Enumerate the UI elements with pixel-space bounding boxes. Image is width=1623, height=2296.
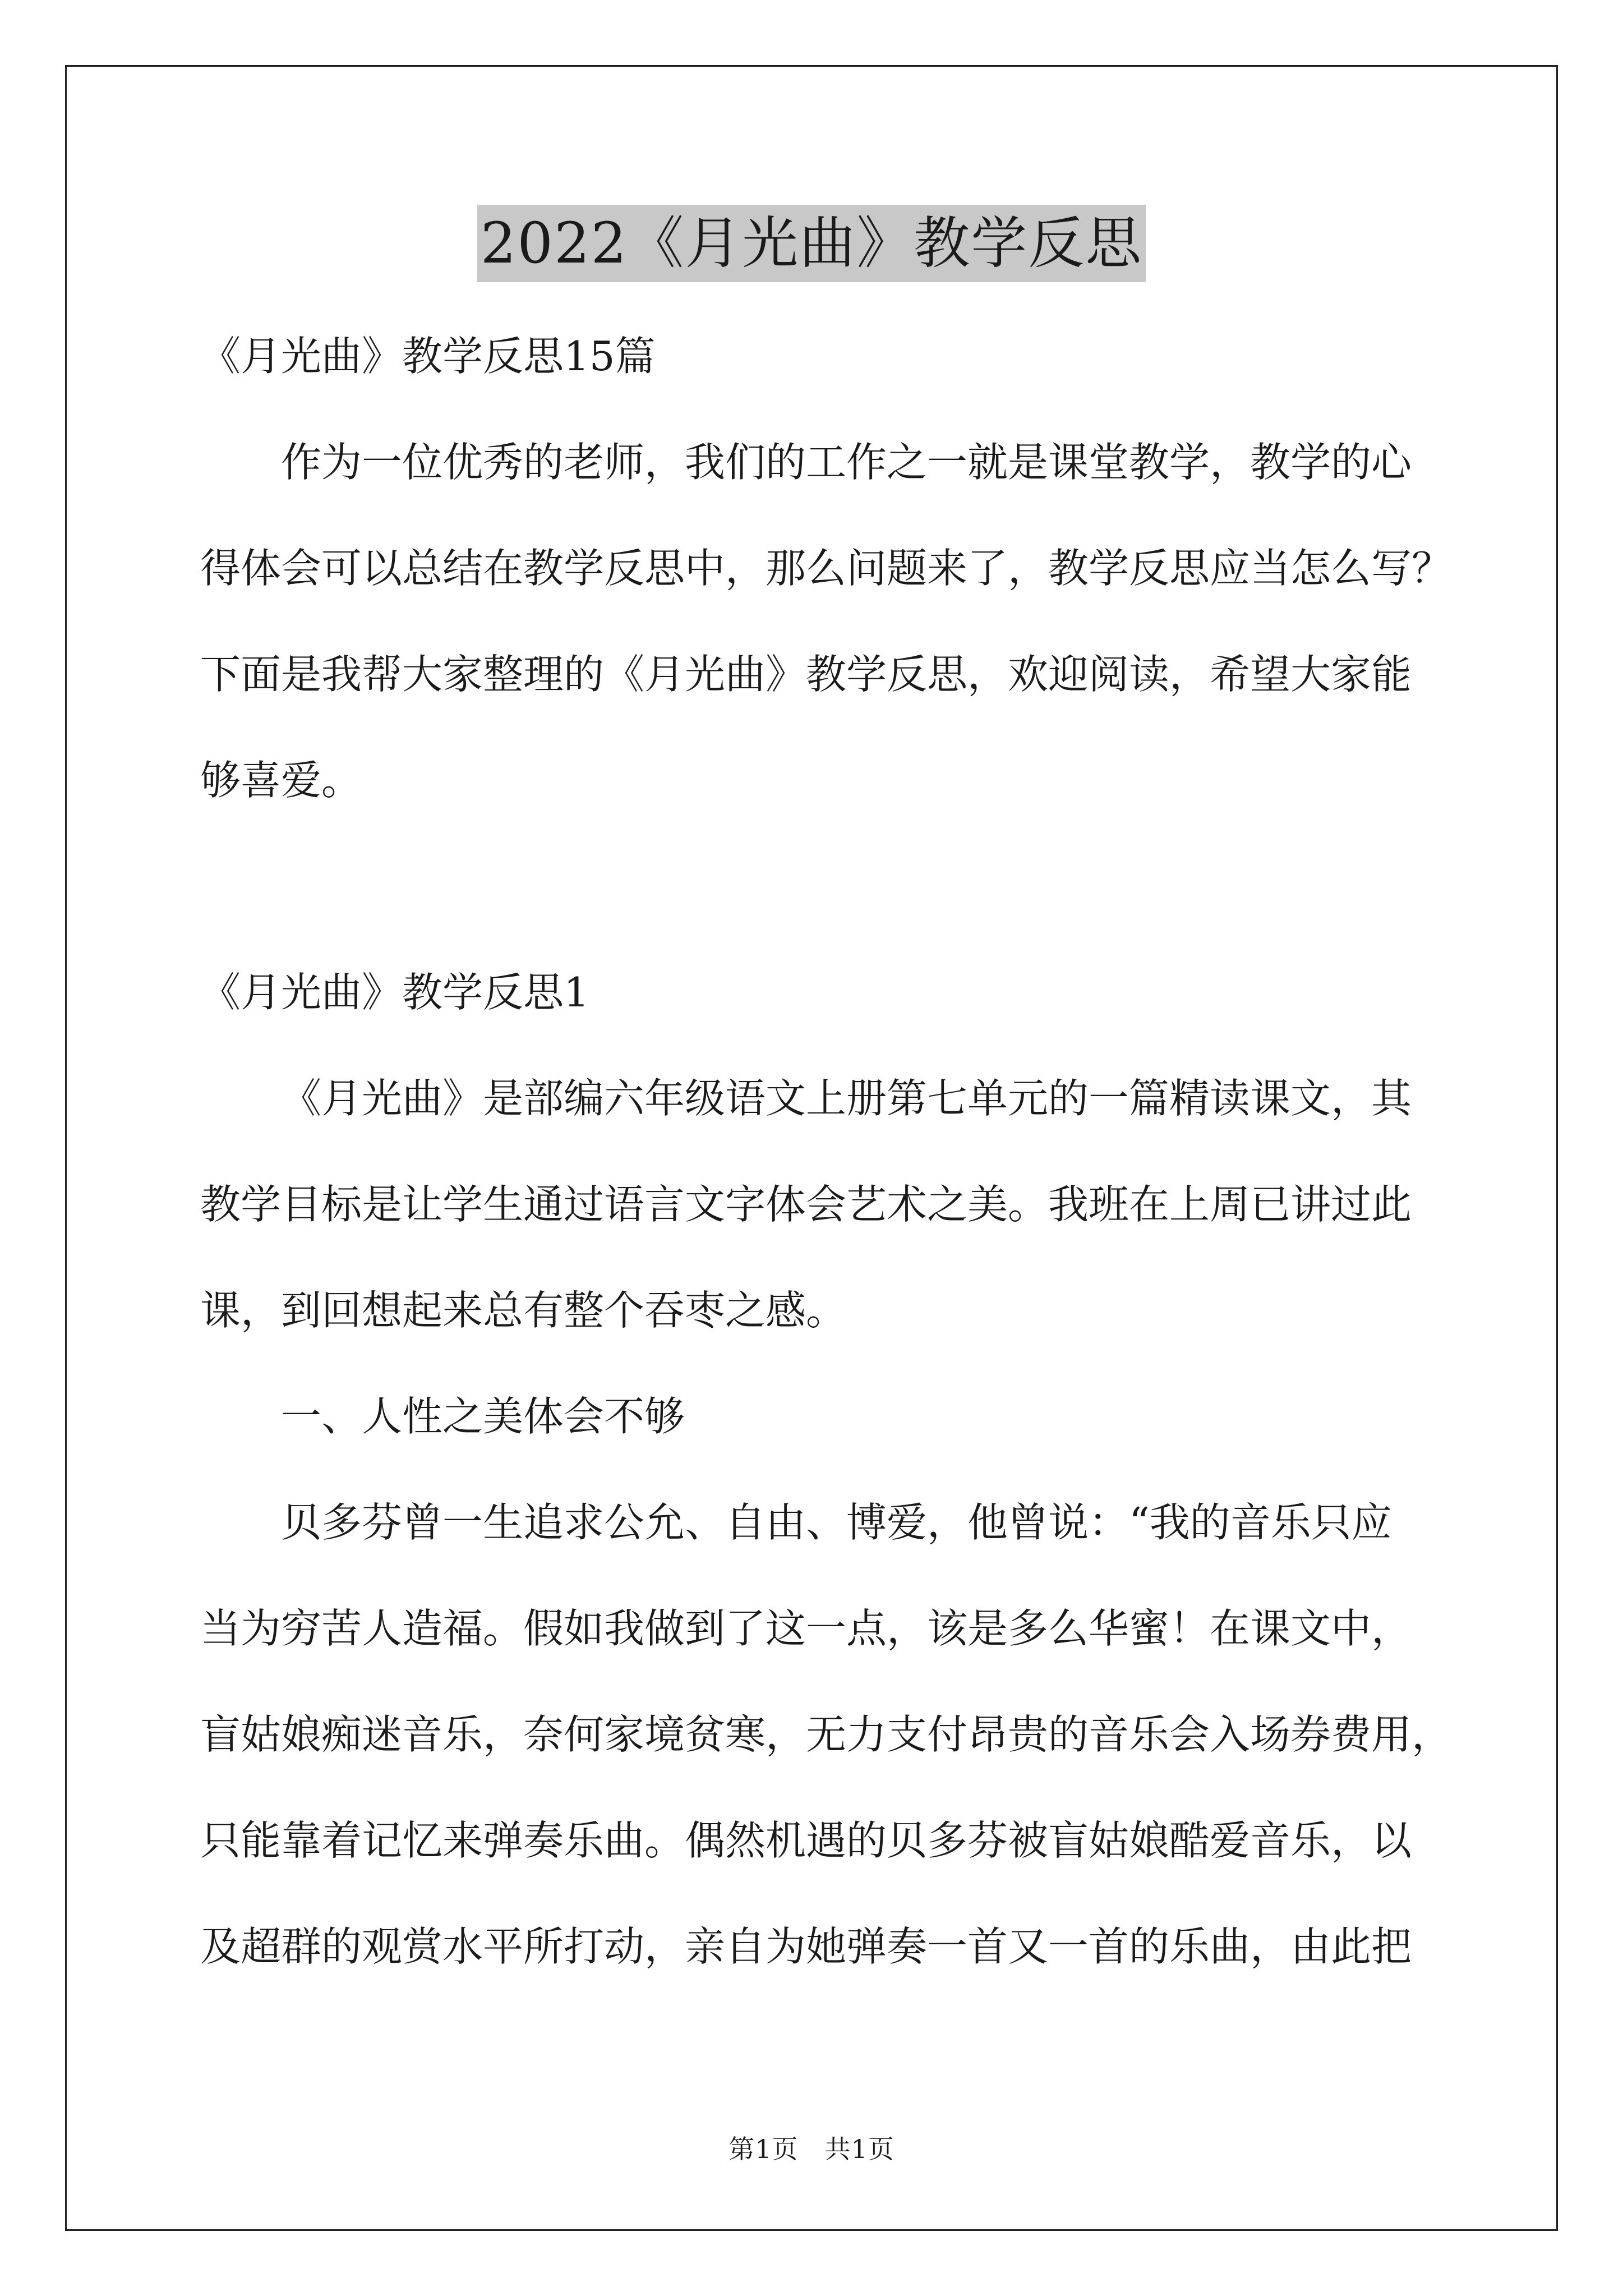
paragraph-1-line-1: 《月光曲》是部编六年级语文上册第七单元的一篇精读课文，其 (281, 1075, 1412, 1122)
paragraph-2-line-4: 只能靠着记忆来弹奏乐曲。偶然机遇的贝多芬被盲姑娘酷爱音乐，以 (200, 1817, 1412, 1864)
intro-line-1: 作为一位优秀的老师，我们的工作之一就是课堂教学，教学的心 (281, 439, 1412, 486)
paragraph-2-line-2: 当为穷苦人造福。假如我做到了这一点，该是多么华蜜！在课文中， (200, 1605, 1412, 1652)
title-block (0, 205, 1623, 282)
page-footer: 第1页 共1页 (728, 2134, 895, 2164)
document-title: 2022《月光曲》教学反思 (477, 205, 1146, 282)
subheading: 一、人性之美体会不够 (281, 1393, 685, 1440)
spacer (200, 834, 1434, 940)
paragraph-2-line-5: 及超群的观赏水平所打动，亲自为她弹奏一首又一首的乐曲，由此把 (200, 1923, 1412, 1970)
document-body (200, 303, 1453, 2000)
intro-line-2: 得体会可以总结在教学反思中，那么问题来了，教学反思应当怎么写？ (200, 545, 1453, 592)
document-subtitle: 《月光曲》教学反思15篇 (200, 333, 656, 380)
intro-line-4: 够喜爱。 (200, 757, 362, 804)
section-heading: 《月光曲》教学反思1 (200, 969, 589, 1016)
paragraph-2-line-3: 盲姑娘痴迷音乐，奈何家境贫寒，无力支付昂贵的音乐会入场券费用， (200, 1711, 1453, 1758)
paragraph-1-line-3: 课，到回想起来总有整个吞枣之感。 (200, 1287, 847, 1334)
paragraph-2-line-1: 贝多芬曾一生追求公允、自由、博爱，他曾说：“我的音乐只应 (281, 1499, 1392, 1546)
intro-line-3: 下面是我帮大家整理的《月光曲》教学反思，欢迎阅读，希望大家能 (200, 651, 1412, 698)
paragraph-1-line-2: 教学目标是让学生通过语言文字体会艺术之美。我班在上周已讲过此 (200, 1181, 1412, 1228)
